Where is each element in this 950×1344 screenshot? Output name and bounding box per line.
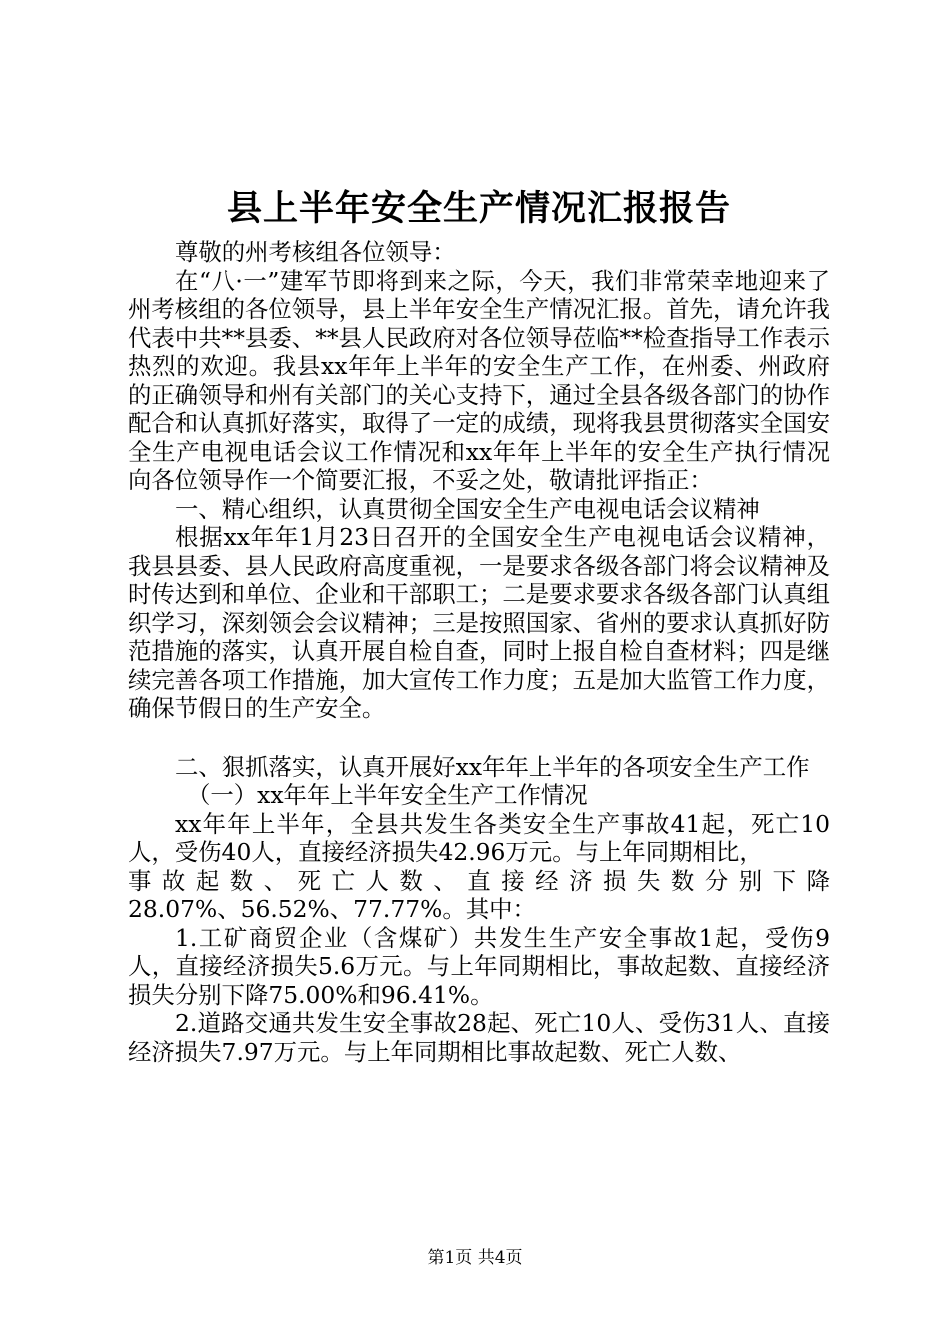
page-footer: 第1页 共4页	[427, 1248, 523, 1268]
item-2-paragraph: 2.道路交通共发生安全事故28起、死亡10人、受伤31人、直接经济损失7.97万元。与上年同期相比事故起数、死亡人数、	[128, 1009, 830, 1066]
stats-paragraph-line2: 事故起数、死亡人数、直接经济损失数分别下降	[128, 866, 830, 895]
document-title: 县上半年安全生产情况汇报报告	[226, 188, 731, 229]
section1-heading: 一、精心组织，认真贯彻全国安全生产电视电话会议精神	[175, 494, 760, 523]
stats-paragraph-line1: xx年年上半年，全县共发生各类安全生产事故41起，死亡10人，受伤40人，直接经济损失42.96万元。与上年同期相比，	[128, 809, 830, 866]
intro-paragraph: 在“八·一”建军节即将到来之际，今天，我们非常荣幸地迎来了州考核组的各位领导，县上半年安全生产情况汇报。首先，请允许我代表中共**县委、**县人民政府对各位领导莅临**检查指导工作表示热烈的欢迎。我县xx年年上半年的安全生产工作，在州委、州政府的正确领导和州有关部门的关心支持下，通过全县各级各部门的协作配合和认真抓好落实，取得了一定的成绩，现将我县贯彻落实全国安全生产电视电话会议工作情况和xx年年上半年的安全生产执行情况向各位领导作一个简要汇报，不妥之处，敬请批评指正：	[128, 266, 830, 494]
stats-paragraph-line3: 28.07%、56.52%、77.77%。其中：	[128, 895, 536, 923]
section2-heading: 二、狠抓落实，认真开展好xx年年上半年的各项安全生产工作	[175, 752, 810, 781]
paragraph-gap	[128, 723, 830, 753]
document-page	[128, 180, 830, 1066]
section1-body: 根据xx年年1月23日召开的全国安全生产电视电话会议精神，我县县委、县人民政府高度重视，一是要求各级各部门将会议精神及时传达到和单位、企业和干部职工；二是要求要求各级各部门认真组织学习，深刻领会会议精神；三是按照国家、省州的要求认真抓好防范措施的落实，认真开展自检自查，同时上报自检自查材料；四是继续完善各项工作措施，加大宣传工作力度；五是加大监管工作力度，确保节假日的生产安全。	[128, 523, 830, 722]
salutation: 尊敬的州考核组各位领导：	[175, 238, 456, 266]
section2-subheading: （一）xx年年上半年安全生产工作情况	[187, 781, 588, 809]
item-1-paragraph: 1.工矿商贸企业（含煤矿）共发生生产安全事故1起，受伤9人，直接经济损失5.6万元。与上年同期相比，事故起数、直接经济损失分别下降75.00%和96.41%。	[128, 923, 830, 1009]
